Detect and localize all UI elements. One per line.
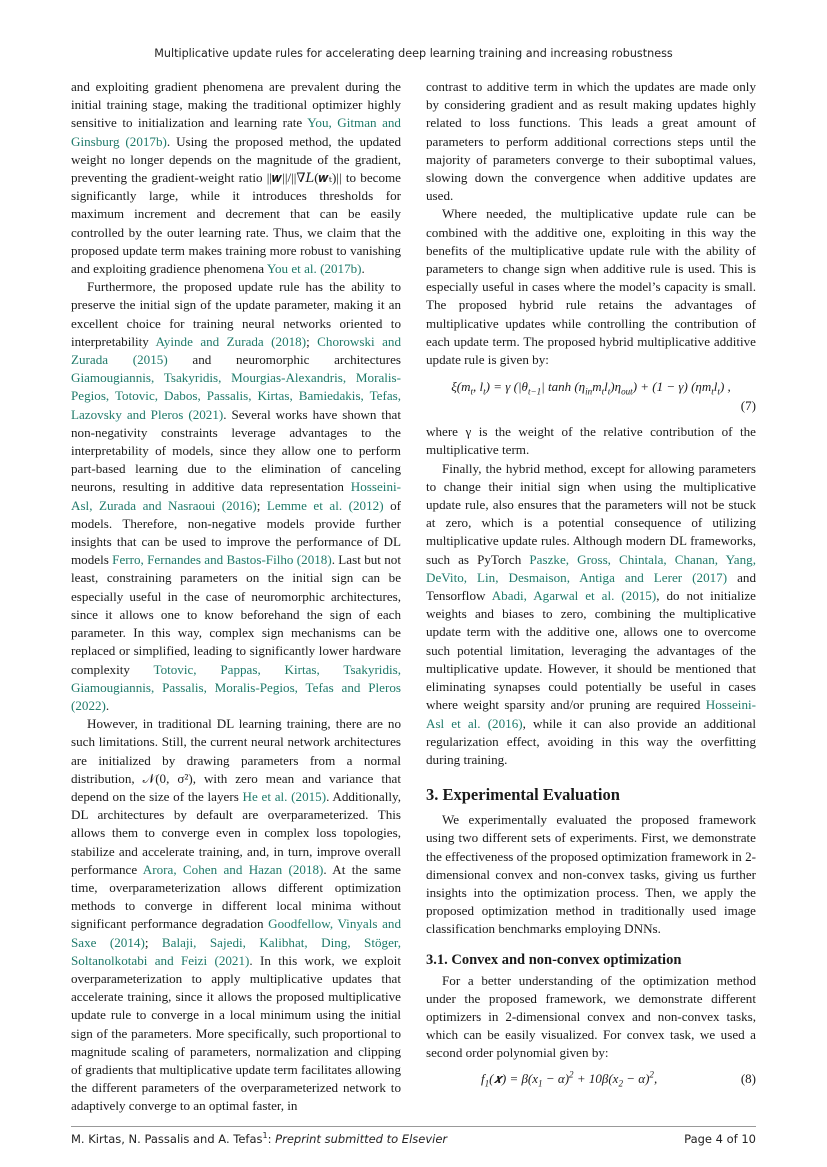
text-run: We experimentally evaluated the proposed framework using two different sets of experiments. First, we demonstrate the effectiveness of the proposed optimization framework in 2-dimensional convex and non-convex tasks, giving us further insights into the optimization process. Then, we apply the proposed optimization method in traditionally used image classification benchmarks employing DNNs. — [426, 812, 756, 937]
text-run: However, in traditional DL learning training, there are no such limitations. Still, the current neural network architectures are initialized by drawing parameters from a normal distribution, 𝒩(0, σ²), with zero mean and variance that depend on the size of the layers — [71, 716, 401, 804]
citation-link[interactable]: Totovic, Pappas, Kirtas, Tsakyridis, Giamougiannis, Passalis, Moralis-Pegios, Tefas and Pleros (2022) — [71, 661, 402, 713]
equation-token: ξ(m — [451, 379, 471, 395]
text-run: and Tensorflow — [426, 569, 756, 604]
equation-token: , — [653, 1070, 658, 1086]
equation-token: 1 — [484, 1078, 490, 1089]
equation-token: )η — [610, 379, 622, 395]
paragraph — [71, 278, 401, 715]
subsection-heading: 3.1. Convex and non-convex optimization — [426, 951, 682, 968]
affiliation-mark: 1 — [262, 1130, 268, 1140]
citation-link[interactable]: Hosseini-Asl, Zurada and Nasraoui (2016) — [71, 479, 401, 513]
running-header: Multiplicative update rules for accelerating deep learning training and increasing robustness — [154, 47, 673, 60]
equation-token: | tanh (η — [541, 379, 586, 395]
page — [71, 0, 756, 1167]
citation-link[interactable]: He et al. (2015) — [242, 788, 327, 804]
equation-token: t — [717, 386, 720, 397]
equation-token: t — [601, 386, 605, 397]
text-run: Where needed, the multiplicative update rule can be combined with the additive one, exploiting in this way the benefits of the multiplicative update rule with the ability of parameters to change sign when additive rule is used. This is especially useful in cases where the model’s capacity is small. The proposed hybrid rule retains the advantages of multiplicative updates while controlling the contribution of each update term. The proposed hybrid multiplicative additive update rule is given by: — [426, 206, 756, 368]
equation-token: t — [483, 386, 486, 397]
equation-token: − α) — [542, 1070, 570, 1086]
equation-token: t — [607, 386, 611, 397]
text-run: and neuromorphic architectures — [167, 352, 401, 368]
equation-token: in — [585, 386, 593, 397]
equation-token: t — [711, 386, 714, 397]
equation-token: out — [621, 386, 633, 397]
text-run: , while it can also provide an additional regularization effect, avoiding in this way the overfitting during training. — [426, 715, 756, 767]
text-run: and exploiting gradient phenomena are prevalent during the initial training stage, making the traditional optimizer highly sensitive to initialization and learning rate — [71, 79, 401, 131]
equation-token: 2 — [649, 1069, 654, 1080]
citation-link[interactable]: Paszke, Gross, Chintala, Chanan, Yang, DeVito, Lin, Desmaison, Antiga and Lerer (2017) — [426, 551, 756, 585]
footer-divider — [71, 1126, 756, 1127]
paragraph — [71, 715, 401, 1115]
footer-authors: M. Kirtas, N. Passalis and A. Tefas — [71, 1131, 263, 1146]
text-run: . Several works have shown that non-negativity constraints leverage advantages to the interpretability of models, since they allow one to perform part-based learning due to the elimination of canceling neurons, resulting in additive data representation — [71, 406, 401, 495]
equation-token: t — [470, 386, 474, 397]
footer — [71, 1132, 756, 1147]
equation-8 — [426, 1069, 756, 1089]
equation-token: 2 — [618, 1078, 623, 1089]
citation-link[interactable]: Giamougiannis, Tsakyridis, Mourgias-Alexandris, Moralis-Pegios, Totovic, Dabos, Passalis, Kirtas, Bamiedakis, Tefas, Lazovsky and Pleros (2021) — [71, 370, 401, 422]
text-run: where γ is the weight of the relative contribution of the multiplicative term. — [426, 424, 756, 458]
equation-token: l — [604, 379, 608, 395]
text-run: . Using the proposed method, the updated weight no longer depends on the magnitude of the gradient, preventing the gradient-weight ratio ||𝒘||/||∇𝐿(𝒘ₜ)|| to become significantly large, while it introduces thresholds for maximum increment and decrement that can be easily controlled by the outer learning rate. Thus, we claim that the proposed update term makes training more robust to vanishing and exploiting gradience phenomena — [71, 133, 401, 277]
text-run: ; — [144, 934, 162, 950]
text-run: . In this work, we exploit overparameterization to apply multiplicative updates that accelerate training, since it allows the proposed multiplicative update rule to converge in a local minimum using the initial sign of the parameters. More specifically, such proportional to magnitude scaling of parameters, normalization and clipping of gradients that multiplicative update term facilitates allowing the different parameters of the overparameterized network to adaptively converge to an optimal faster, in — [71, 952, 401, 1114]
footer-left — [71, 1132, 447, 1147]
text-run: . — [361, 261, 365, 277]
equation-token: 1 — [538, 1078, 543, 1089]
equation-number: (8) — [740, 1070, 756, 1086]
equation-token: + 10β(x — [573, 1070, 619, 1086]
body-columns — [71, 78, 756, 1116]
equation-token: ) + (1 − γ) (ηm — [632, 379, 712, 395]
right-column — [426, 78, 756, 1089]
text-run: . Additionally, DL architectures by default are overparameterized. This allows them to converge even in complex loss topologies, stabilize and accelerate training, and, in turn, improve overall performance — [71, 788, 401, 877]
citation-link[interactable]: Lemme et al. (2012) — [266, 497, 384, 513]
text-run: . Last but not least, constraining parameters on the initial sign can be especially useful in the case of neuromorphic architectures, since it allows one to know beforehand the sign of each parameter. In this way, complex sign mechanisms can be replaced or simplified, leading to significantly lower hardware complexity — [71, 552, 401, 677]
equation-token: l — [713, 379, 718, 395]
citation-link[interactable]: Arora, Cohen and Hazan (2018) — [142, 861, 324, 877]
equation-token: ) = γ (|θ — [485, 379, 528, 395]
citation-link[interactable]: Balaji, Sajedi, Kalibhat, Ding, Stöger, Soltanolkotabi and Feizi (2021) — [71, 934, 401, 968]
footer-venue: Preprint submitted to Elsevier — [275, 1131, 448, 1146]
paragraph — [426, 205, 756, 369]
equation-token: , l — [473, 379, 484, 395]
text-run: ; — [256, 497, 267, 513]
paragraph — [426, 423, 756, 459]
page-number: Page 4 of 10 — [684, 1131, 756, 1146]
text-run: , do not initialize weights and biases to zero, combining the multiplicative update term with the additive one, allows one to overcome such potential limitation, leveraging the advantages of the multiplicative update. However, it should be mentioned that eliminating synapses could potentially be useful in cases where weight sparsity and/or pruning are required — [426, 588, 756, 713]
footer-sep: : — [267, 1131, 276, 1146]
paragraph — [426, 811, 756, 938]
equation-token: m — [592, 379, 602, 395]
equation-token: f — [481, 1070, 485, 1086]
citation-link[interactable]: Abadi, Agarwal et al. (2015) — [491, 588, 657, 604]
equation-token: ) , — [719, 379, 731, 395]
text-run: . — [105, 697, 110, 713]
citation-link[interactable]: Chorowski and Zurada (2015) — [71, 333, 401, 368]
equation-token: 2 — [569, 1069, 574, 1080]
citation-link[interactable]: Hosseini-Asl et al. (2016) — [426, 697, 756, 731]
citation-link[interactable]: Goodfellow, Vinyals and Saxe (2014) — [71, 916, 401, 950]
citation-link[interactable]: You et al. (2017b) — [266, 261, 362, 277]
equation-7 — [426, 377, 756, 397]
paragraph — [426, 972, 756, 1063]
section-heading: 3. Experimental Evaluation — [426, 785, 620, 805]
citation-link[interactable]: You, Gitman and Ginsburg (2017b) — [71, 115, 401, 149]
text-run: . At the same time, overparameterization allows different optimization methods to converge in different local minima without significant performance degradation — [71, 861, 401, 932]
text-run: ; — [306, 333, 318, 349]
text-run: Furthermore, the proposed update rule has the ability to preserve the initial sign of the update parameter, making it an excellent choice for training neural networks oriented to interpretability — [71, 279, 401, 349]
citation-link[interactable]: Ferro, Fernandes and Bastos-Filho (2018) — [112, 552, 332, 568]
text-run: contrast to additive term in which the updates are made only by considering gradient and as result making updates highly related to loss functions. This leads a great amount of parameters to perform additional corrections steps until the majority of parameters converge to their suboptimal values, slowing down the convergence when additive updates are used. — [426, 79, 756, 204]
citation-link[interactable]: Ayinde and Zurada (2018) — [155, 333, 307, 349]
equation-body — [481, 1069, 657, 1089]
equation-token: − α) — [622, 1070, 650, 1086]
paragraph — [426, 460, 756, 769]
left-column — [71, 78, 401, 1116]
text-run: of models. Therefore, non-negative models provide further insights that can be used to improve the performance of DL models — [71, 497, 401, 568]
paragraph — [71, 78, 401, 278]
text-run: Finally, the hybrid method, except for allowing parameters to change their initial sign when using the multiplicative update rule, also ensures that the parameters will not be stuck at zero, which is a potential consequence of utilizing multiplicative update rules. Although modern DL frameworks, such as PyTorch — [426, 460, 756, 567]
equation-token: (𝒙) = β(x — [489, 1070, 539, 1086]
text-run: For a better understanding of the optimization method under the proposed framework, we demonstrate different optimizers in 2-dimensional convex and non-convex tasks, which can be easily visualized. For convex task, we used a second order polynomial given by: — [426, 972, 756, 1061]
equation-number: (7) — [740, 398, 756, 414]
equation-token: t−1 — [527, 386, 542, 397]
paragraph — [426, 78, 756, 205]
